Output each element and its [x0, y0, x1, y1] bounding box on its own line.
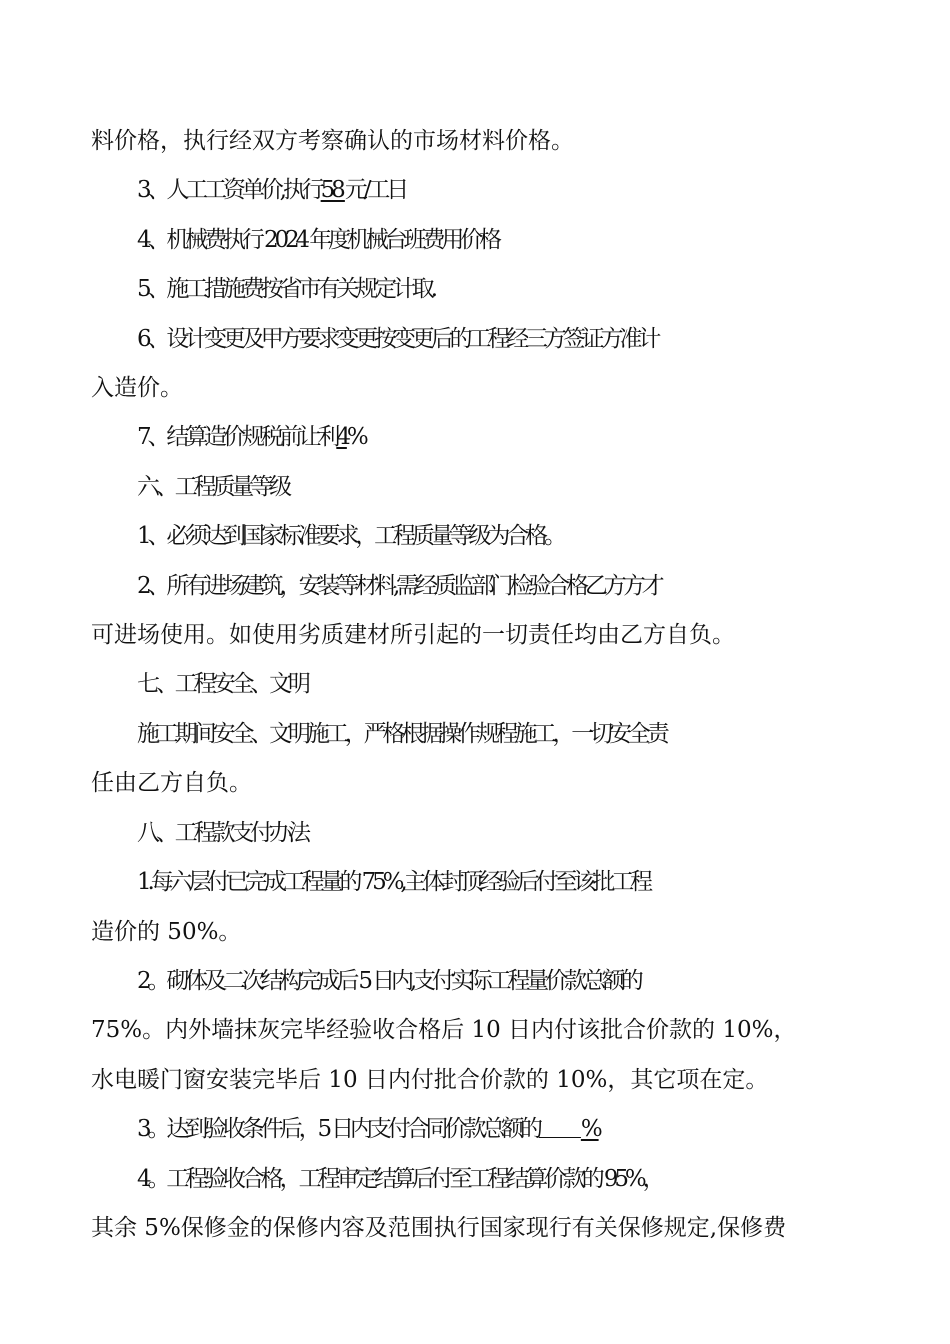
- text-line: 水电暖门窗安装完毕后 10 日内付批合价款的 10%，其它项在定。: [91, 1066, 769, 1093]
- text-line: 七、工程安全、文明: [137, 671, 307, 698]
- text-line: 其余 5%保修金的保修内容及范围执行国家现行有关保修规定,保修费: [91, 1214, 787, 1241]
- text-line: 75%。内外墙抹灰完毕经验收合格后 10 日内付该批合价款的 10%，: [91, 1017, 797, 1044]
- paragraph-payment-1-cont: [91, 908, 866, 957]
- text-line: 2、所有进场建筑，安装等材料,需经质监部门检验合格乙方方才: [137, 572, 661, 599]
- paragraph-discount: [91, 413, 866, 462]
- paragraph-payment-1: [91, 858, 866, 907]
- text-segment: 元/工日: [344, 177, 406, 204]
- text-line: 可进场使用。如使用劣质建材所引起的一切责任均由乙方自负。: [91, 622, 735, 649]
- paragraph-material-price: [91, 117, 866, 166]
- section-heading-safety: [91, 660, 866, 709]
- paragraph-payment-4-cont: [91, 1204, 866, 1253]
- paragraph-quality-standard: [91, 512, 866, 561]
- paragraph-payment-3: [91, 1105, 866, 1154]
- blank-percent-field: [539, 1115, 581, 1138]
- section-heading-payment: [91, 809, 866, 858]
- text-line: 5、施工措施费按省市有关规定计取.: [137, 276, 434, 303]
- text-line: 1、必须达到国家标准要求，工程质量等级为合格。: [137, 523, 563, 550]
- paragraph-safety: [91, 710, 866, 759]
- text-line: 料价格，执行经双方考察确认的市场材料价格。: [91, 128, 574, 154]
- text-segment: 3、人工工资单价,执行: [137, 177, 321, 204]
- wage-value: 58: [320, 177, 345, 204]
- paragraph-payment-4: [91, 1155, 866, 1204]
- paragraph-machinery-fee: [91, 216, 866, 265]
- text-line: 2。砌体及二次结构完成后 5 日内,支付实际工程量价款总额的: [137, 967, 640, 994]
- paragraph-labor-wage: [91, 166, 866, 215]
- text-segment: %: [580, 1116, 599, 1143]
- section-heading-quality: [91, 463, 866, 512]
- text-segment: 7、结算造价规税前让利: [137, 424, 337, 451]
- paragraph-materials-inspection-cont: [91, 611, 866, 660]
- paragraph-design-change: [91, 315, 866, 364]
- text-line: 4。工程验收合格，工程审定结算后付至工程结算价款的 95%，: [137, 1165, 662, 1192]
- text-line: 施工期间安全、文明施工，严格根据操作规程施工，一切安全责: [137, 720, 666, 747]
- text-line: 入造价。: [91, 375, 183, 402]
- paragraph-materials-inspection: [91, 562, 866, 611]
- paragraph-design-change-cont: [91, 364, 866, 413]
- contract-text: [91, 117, 866, 1253]
- paragraph-measure-fee: [91, 265, 866, 314]
- text-line: [91, 166, 866, 215]
- paragraph-safety-cont: [91, 759, 866, 808]
- text-line: 6、设计变更及甲方要求变更按变更后的工程经三方签证方准计: [137, 325, 658, 352]
- text-line: 任由乙方自负。: [91, 770, 252, 797]
- text-line: 4、机械费执行 2024 年度机械台班费用价格: [137, 226, 499, 253]
- paragraph-payment-2-cont: [91, 1006, 866, 1105]
- text-line: 八、工程款支付办法: [137, 819, 307, 846]
- text-segment: %: [346, 424, 365, 451]
- discount-value: 4: [336, 424, 347, 451]
- text-line: 1.每六层付已完成工程量的 75%,主体封顶经验后付至该批工程: [137, 869, 650, 896]
- text-segment: 3。达到验收条件后，5 日内支付合同价款总额的: [137, 1116, 539, 1143]
- text-line: [91, 413, 866, 462]
- text-line: [91, 1105, 866, 1154]
- text-line: 六、工程质量等级: [137, 473, 289, 500]
- text-line: 造价的 50%。: [91, 918, 242, 945]
- paragraph-payment-2: [91, 957, 866, 1006]
